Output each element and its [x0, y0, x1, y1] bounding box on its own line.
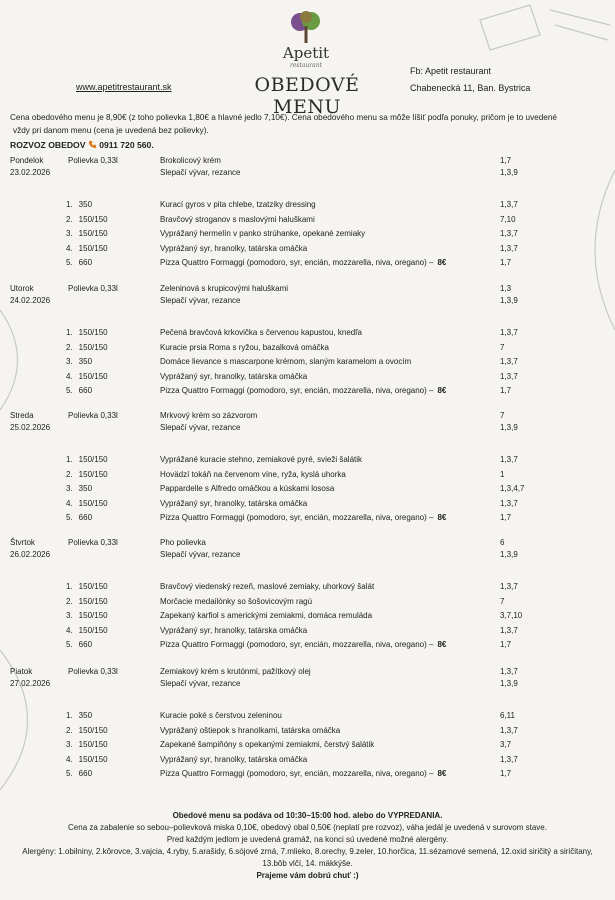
main-dish-row	[0, 581, 615, 593]
delivery-info	[10, 140, 154, 150]
dish-weight: 150/150	[78, 498, 108, 508]
intro-line-2: vždy pri danom menu (cena je uvedená bez polievky).	[13, 126, 209, 135]
dish-name	[160, 371, 307, 383]
dish-weight: 150/150	[78, 740, 108, 749]
allergen-codes: 7	[500, 596, 505, 606]
allergen-codes: 1,3,9	[500, 423, 518, 432]
main-dish-row	[0, 639, 615, 651]
dish-name	[160, 454, 362, 466]
allergen-codes: 1,3,7	[500, 229, 518, 238]
dish-text: Vyprážané kuracie stehno, zemiakové pyré, svieži šalátik	[160, 455, 363, 464]
logo	[276, 10, 336, 69]
day-date: 27.02.2026	[10, 679, 51, 688]
dish-number-weight	[66, 483, 92, 495]
soup-label: Polievka 0,33l	[68, 156, 118, 165]
allergen-codes: 1,3,7	[500, 582, 518, 591]
dish-number-weight	[66, 228, 108, 240]
dish-weight: 150/150	[78, 455, 108, 464]
allergen-codes: 1,3,9	[500, 296, 518, 305]
allergen-codes: 1,3,4,7	[500, 484, 525, 493]
dish-weight: 150/150	[78, 725, 108, 735]
dish-name	[160, 327, 362, 339]
dish-weight: 150/150	[78, 596, 108, 606]
dish-number: 3.	[66, 357, 73, 366]
allergen-codes: 1,3,7	[500, 200, 518, 209]
main-dish-row	[0, 625, 615, 637]
dish-number-weight	[66, 257, 92, 269]
dish-name	[160, 243, 307, 255]
dish-text: Vyprážaný syr, hranolky, tatárska omáčka	[160, 625, 308, 635]
soup-row	[0, 537, 615, 549]
dish-text: Kurací gyros v pita chlebe, tzatziky dressing	[160, 200, 316, 209]
dish-number: 1.	[66, 328, 73, 337]
allergens-list-cont: 13.bôb vlčí, 14. mäkkýše.	[262, 859, 353, 868]
dish-number: 5.	[66, 640, 73, 649]
main-dish-row	[0, 257, 615, 269]
dish-weight: 150/150	[78, 342, 108, 352]
dish-weight: 660	[78, 258, 93, 267]
dish-number: 4.	[66, 371, 73, 381]
dish-number-weight	[66, 625, 108, 637]
dish-name	[160, 257, 446, 269]
dish-number: 4.	[66, 625, 73, 635]
dish-weight: 660	[78, 640, 93, 649]
allergen-codes: 7	[500, 411, 505, 420]
main-dish-row	[0, 469, 615, 481]
dish-name	[160, 199, 316, 211]
dish-weight: 150/150	[78, 625, 108, 635]
soup-row	[0, 678, 615, 690]
allergen-codes: 1,3,7	[500, 667, 518, 676]
closing-wish: Prajeme vám dobrú chuť :)	[256, 871, 359, 880]
allergen-codes: 1,3,7	[500, 371, 518, 381]
main-dish-row	[0, 214, 615, 226]
allergen-codes: 1,3	[500, 284, 512, 293]
dish-number: 4.	[66, 498, 73, 508]
day-date: 26.02.2026	[10, 550, 51, 559]
main-dish-row	[0, 596, 615, 608]
day-name: Piatok	[10, 667, 33, 676]
dish-number: 1.	[66, 455, 73, 464]
dish-number-weight	[66, 243, 108, 255]
dish-number: 1.	[66, 582, 73, 591]
main-dish-row	[0, 371, 615, 383]
dish-text: Vyprážaný syr, hranolky, tatárska omáčka	[160, 243, 308, 253]
dish-name	[160, 610, 372, 622]
main-dish-row	[0, 385, 615, 397]
dish-number: 2.	[66, 214, 73, 224]
intro-line-1: Cena obedového menu je 8,90€ (z toho polievka 1,80€ a hlavné jedlo 7,10€). Cena obedového menu sa môže líšiť podľa ponuky, pričom je to uvedené	[10, 113, 557, 122]
dish-weight: 350	[78, 711, 93, 720]
allergen-codes: 7	[500, 342, 505, 352]
dish-number-weight	[66, 385, 92, 397]
dish-number-weight	[66, 710, 92, 722]
allergen-codes: 1,3,7	[500, 625, 518, 635]
dish-text: Bravčový viedenský rezeň, maslové zemiaky, uhorkový šalát	[160, 582, 375, 591]
dish-text: Vyprážaný syr, hranolky, tatárska omáčka	[160, 498, 308, 508]
dish-name	[160, 385, 446, 397]
dish-weight: 150/150	[78, 582, 108, 591]
allergen-codes: 1,7	[500, 386, 512, 395]
dish-text: Hovädzí tokáň na červenom víne, ryža, kyslá uhorka	[160, 469, 346, 479]
dish-name	[160, 768, 446, 780]
allergen-codes: 1,3,7	[500, 243, 518, 253]
dish-number: 1.	[66, 200, 73, 209]
dish-number: 3.	[66, 611, 73, 620]
dish-name	[160, 512, 446, 524]
dish-number-weight	[66, 214, 108, 226]
dish-name	[160, 581, 374, 593]
soup-label: Polievka 0,33l	[68, 667, 118, 676]
footer	[0, 810, 615, 882]
dish-weight: 150/150	[78, 611, 108, 620]
day-date: 24.02.2026	[10, 296, 51, 305]
dish-text: Pizza Quattro Formaggi (pomodoro, syr, encián, mozzarella, niva, oregano) –	[160, 640, 434, 649]
dish-number: 2.	[66, 725, 73, 735]
tree-logo-icon	[289, 10, 323, 44]
main-dish-row	[0, 243, 615, 255]
allergen-codes: 1,3,9	[500, 168, 518, 177]
allergen-codes: 6,11	[500, 711, 515, 720]
allergens-list: Alergény: 1.obilniny, 2.kôrovce, 3.vajcia, 4.ryby, 5.arašidy, 6.sójové zrná, 7.mlieko, 8.orechy, 9.zeler, 10.horčica, 11.sézamové semená, 12.oxid siričitý a siričitany,	[22, 847, 593, 856]
dish-price: 8€	[437, 258, 447, 267]
dish-number-weight	[66, 581, 108, 593]
allergen-codes: 1,3,7	[500, 754, 518, 764]
dish-text: Pappardelle s Alfredo omáčkou a kúskami lososa	[160, 484, 335, 493]
allergen-codes: 1,7	[500, 156, 512, 165]
dish-number-weight	[66, 342, 108, 354]
soup-name: Slepačí vývar, rezance	[160, 296, 241, 305]
dish-price: 8€	[437, 640, 447, 649]
allergen-codes: 1,3,9	[500, 550, 518, 559]
website-link[interactable]: www.apetitrestaurant.sk	[76, 82, 172, 92]
allergen-codes: 1,7	[500, 258, 512, 267]
logo-subtitle: restaurant	[289, 62, 323, 69]
main-dish-row	[0, 610, 615, 622]
soup-row	[0, 283, 615, 295]
dish-number-weight	[66, 498, 108, 510]
dish-name	[160, 469, 346, 481]
dish-name	[160, 498, 307, 510]
allergen-codes: 1,3,7	[500, 328, 518, 337]
dish-text: Pizza Quattro Formaggi (pomodoro, syr, encián, mozzarella, niva, oregano) –	[160, 258, 434, 267]
main-dish-row	[0, 454, 615, 466]
soup-row	[0, 422, 615, 434]
page-title: OBEDOVÉ MENU	[254, 74, 360, 118]
main-dish-row	[0, 327, 615, 339]
dish-text: Kuracie prsia Roma s ryžou, bazalková omáčka	[160, 342, 329, 352]
facebook-text: Fb: Apetit restaurant	[410, 66, 492, 76]
packaging-note: Cena za zabalenie so sebou–polievková miska 0,10€, obedový obal 0,50€ (neplatí pre rozvoz), váha jedál je uvedená v surovom stave.	[68, 823, 547, 832]
dish-number: 3.	[66, 229, 73, 238]
dish-name	[160, 596, 312, 608]
dish-number: 4.	[66, 754, 73, 764]
dish-number-weight	[66, 596, 108, 608]
soup-name: Slepačí vývar, rezance	[160, 168, 241, 177]
allergen-codes: 3,7	[500, 740, 512, 749]
phone-icon	[88, 140, 97, 149]
dish-text: Vyprážaný hermelín v panko strúhanke, opekané zemiaky	[160, 229, 366, 238]
main-dish-row	[0, 512, 615, 524]
dish-number-weight	[66, 469, 108, 481]
dish-weight: 150/150	[78, 754, 108, 764]
soup-row	[0, 410, 615, 422]
main-dish-row	[0, 483, 615, 495]
main-dish-row	[0, 768, 615, 780]
soup-row	[0, 666, 615, 678]
dish-weight: 660	[78, 513, 93, 522]
day-name: Utorok	[10, 284, 34, 293]
soup-name: Brokolicový krém	[160, 156, 221, 165]
dish-text: Morčacie medailónky so šošovicovým ragú	[160, 596, 313, 606]
dish-weight: 350	[78, 200, 93, 209]
soup-label: Polievka 0,33l	[68, 538, 118, 547]
day-name: Pondelok	[10, 156, 44, 165]
dish-number-weight	[66, 327, 108, 339]
dish-number-weight	[66, 768, 92, 780]
address-text: Chabenecká 11, Ban. Bystrica	[410, 83, 531, 93]
dish-name	[160, 214, 315, 226]
dish-text: Kuracie poké s čerstvou zeleninou	[160, 711, 282, 720]
allergen-codes: 1	[500, 469, 505, 479]
main-dish-row	[0, 342, 615, 354]
main-dish-row	[0, 739, 615, 751]
dish-name	[160, 739, 374, 751]
soup-row	[0, 167, 615, 179]
dish-price: 8€	[437, 513, 447, 522]
dish-number: 4.	[66, 243, 73, 253]
soup-name: Pho polievka	[160, 538, 206, 547]
allergen-codes: 1,3,7	[500, 455, 518, 464]
dish-weight: 660	[78, 386, 93, 395]
main-dish-row	[0, 710, 615, 722]
dish-text: Pizza Quattro Formaggi (pomodoro, syr, encián, mozzarella, niva, oregano) –	[160, 386, 434, 395]
allergen-codes: 7,10	[500, 214, 516, 224]
logo-name: Apetit	[282, 44, 330, 62]
dish-number: 3.	[66, 484, 73, 493]
dish-number-weight	[66, 371, 108, 383]
dish-number-weight	[66, 356, 92, 368]
main-dish-row	[0, 498, 615, 510]
dish-price: 8€	[437, 769, 447, 778]
dish-name	[160, 483, 334, 495]
dish-number-weight	[66, 639, 92, 651]
dish-text: Pizza Quattro Formaggi (pomodoro, syr, encián, mozzarella, niva, oregano) –	[160, 513, 434, 522]
dish-number: 5.	[66, 769, 73, 778]
dish-name	[160, 710, 282, 722]
day-name: Štvrtok	[10, 538, 35, 547]
allergen-codes: 1,7	[500, 640, 512, 649]
dish-number-weight	[66, 454, 108, 466]
dish-weight: 150/150	[78, 243, 108, 253]
allergen-codes: 1,7	[500, 513, 512, 522]
dish-text: Zapekaný karfiol s americkými zemiakmi, domáca remuláda	[160, 611, 373, 620]
delivery-label: ROZVOZ OBEDOV	[10, 140, 86, 150]
dish-weight: 150/150	[78, 229, 108, 238]
allergen-codes: 1,3,9	[500, 679, 518, 688]
day-name: Streda	[10, 411, 34, 420]
dish-name	[160, 639, 446, 651]
dish-weight: 150/150	[78, 469, 108, 479]
dish-number-weight	[66, 739, 108, 751]
soup-label: Polievka 0,33l	[68, 284, 118, 293]
soup-name: Slepačí vývar, rezance	[160, 679, 241, 688]
soup-name: Mrkvový krém so zázvorom	[160, 411, 258, 420]
soup-name: Zeleninová s krupicovými haluškami	[160, 284, 289, 293]
dish-number: 5.	[66, 513, 73, 522]
day-date: 25.02.2026	[10, 423, 51, 432]
soup-row	[0, 155, 615, 167]
dish-number-weight	[66, 199, 92, 211]
dish-text: Vyprážaný syr, hranolky, tatárska omáčka	[160, 754, 308, 764]
soup-row	[0, 549, 615, 561]
dish-number-weight	[66, 512, 92, 524]
dish-name	[160, 356, 411, 368]
dish-weight: 150/150	[78, 328, 108, 337]
dish-number: 5.	[66, 386, 73, 395]
soup-label: Polievka 0,33l	[68, 411, 118, 420]
dish-text: Vyprážaný syr, hranolky, tatárska omáčka	[160, 371, 308, 381]
dish-number-weight	[66, 725, 108, 737]
dish-text: Domáce lievance s mascarpone krémom, slaným karamelom a ovocím	[160, 357, 412, 366]
dish-text: Bravčový stroganov s maslovými haluškami	[160, 214, 315, 224]
soup-name: Zemiakový krém s krutónmi, pažítkový olej	[160, 667, 311, 676]
dish-name	[160, 725, 340, 737]
soup-name: Slepačí vývar, rezance	[160, 550, 241, 559]
dish-weight: 660	[78, 769, 93, 778]
dish-name	[160, 754, 307, 766]
dish-number: 2.	[66, 469, 73, 479]
dish-number-weight	[66, 754, 108, 766]
main-dish-row	[0, 754, 615, 766]
dish-weight: 150/150	[78, 371, 108, 381]
dish-name	[160, 625, 307, 637]
main-dish-row	[0, 199, 615, 211]
dish-number: 5.	[66, 258, 73, 267]
day-date: 23.02.2026	[10, 168, 51, 177]
allergen-codes: 1,3,7	[500, 357, 518, 366]
dish-number: 2.	[66, 596, 73, 606]
dish-text: Zapekané šampiňóny s opekanými zemiakmi, čerstvý šalátik	[160, 740, 375, 749]
dish-weight: 350	[78, 484, 93, 493]
dish-weight: 150/150	[78, 214, 108, 224]
dish-number: 1.	[66, 711, 73, 720]
allergen-codes: 1,3,7	[500, 725, 518, 735]
dish-name	[160, 342, 329, 354]
allergen-codes: 1,3,7	[500, 498, 518, 508]
weight-note: Pred každým jedlom je uvedená gramáž, na konci sú uvedené možné alergény.	[166, 835, 449, 844]
dish-text: Vyprážaný oštiepok s hranolkami, tatárska omáčka	[160, 725, 341, 735]
dish-number: 3.	[66, 740, 73, 749]
allergen-codes: 3,7,10	[500, 611, 523, 620]
dish-price: 8€	[437, 386, 447, 395]
allergen-codes: 6	[500, 538, 505, 547]
dish-number: 2.	[66, 342, 73, 352]
dish-text: Pečená bravčová krkovička s červenou kapustou, knedľa	[160, 328, 362, 337]
main-dish-row	[0, 356, 615, 368]
intro-text	[10, 111, 570, 137]
soup-row	[0, 295, 615, 307]
dish-name	[160, 228, 365, 240]
main-dish-row	[0, 228, 615, 240]
dish-text: Pizza Quattro Formaggi (pomodoro, syr, encián, mozzarella, niva, oregano) –	[160, 769, 434, 778]
allergen-codes: 1,7	[500, 769, 512, 778]
delivery-phone[interactable]: 0911 720 560.	[99, 140, 154, 150]
soup-name: Slepačí vývar, rezance	[160, 423, 241, 432]
main-dish-row	[0, 725, 615, 737]
serving-hours: Obedové menu sa podáva od 10:30–15:00 hod. alebo do VYPREDANIA.	[172, 811, 443, 820]
dish-number-weight	[66, 610, 108, 622]
dish-weight: 350	[78, 357, 93, 366]
